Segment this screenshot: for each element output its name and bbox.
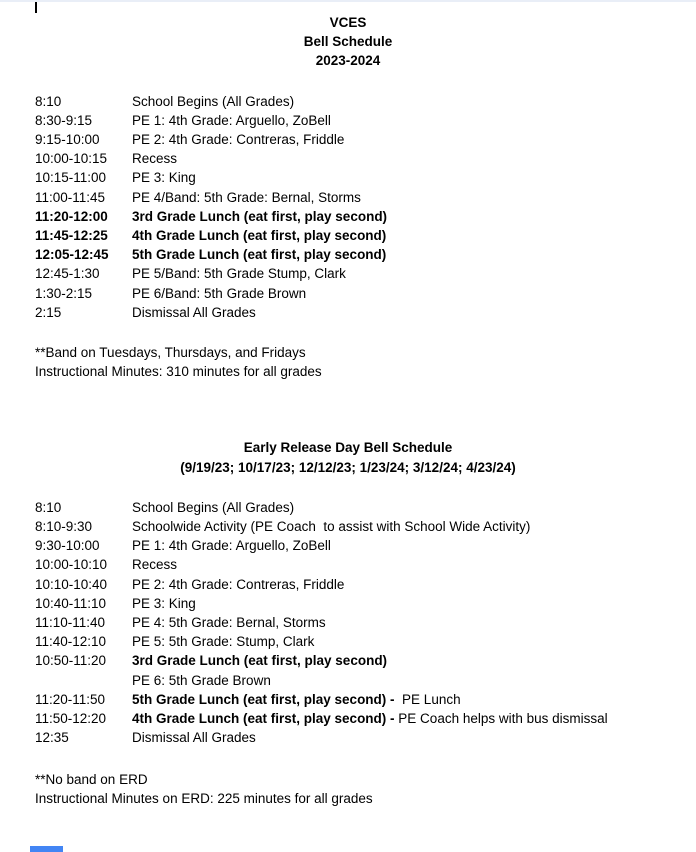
erd-schedule-section [0, 498, 696, 808]
row-time: 8:10-9:30 [35, 519, 93, 535]
schedule-row [35, 245, 696, 264]
schedule-row [35, 498, 696, 517]
text-line: VCES [329, 15, 367, 30]
text-line: Instructional Minutes on ERD: 225 minutes for all grades [35, 790, 373, 806]
row-time: 8:10 [35, 93, 62, 109]
text-line: Instructional Minutes: 310 minutes for all grades [35, 364, 322, 380]
row-activity: 5th Grade Lunch (eat first, play second) - [132, 691, 399, 707]
row-activity-suffix: PE Lunch [398, 691, 461, 707]
schedule-row [35, 632, 696, 651]
row-time: 10:10-10:40 [35, 576, 108, 592]
row-activity: Dismissal All Grades [132, 730, 256, 746]
row-time: 2:15 [35, 304, 62, 320]
schedule-row [35, 575, 696, 594]
row-activity: 4th Grade Lunch (eat first, play second) [132, 228, 387, 244]
schedule-row [35, 264, 696, 283]
document-title [0, 13, 696, 71]
bottom-blue-bar-artifact [30, 846, 63, 852]
row-time: 9:15-10:00 [35, 132, 100, 148]
row-activity: PE 1: 4th Grade: Arguello, ZoBell [132, 538, 331, 554]
row-time: 11:20-12:00 [35, 208, 108, 224]
row-time: 11:40-12:10 [35, 634, 107, 650]
schedule-row [35, 303, 696, 322]
row-activity: PE 3: King [132, 595, 196, 611]
schedule-row [35, 613, 696, 632]
row-time: 10:50-11:20 [35, 653, 107, 669]
row-time: 12:35 [35, 730, 69, 746]
row-time: 11:20-11:50 [35, 691, 106, 707]
schedule-row [35, 111, 696, 130]
row-activity: Recess [132, 151, 178, 167]
schedule-row [35, 92, 696, 111]
schedule-row [35, 130, 696, 149]
schedule-row [35, 149, 696, 168]
schedule-row [35, 709, 696, 728]
row-time: 11:10-11:40 [35, 615, 106, 631]
schedule-row [35, 536, 696, 555]
row-activity: Schoolwide Activity (PE Coach to assist with School Wide Activity) [132, 519, 531, 535]
text-line: **No band on ERD [35, 771, 148, 787]
schedule-row [35, 168, 696, 187]
schedule-row [35, 188, 696, 207]
text-line: **Band on Tuesdays, Thursdays, and Fridays [35, 345, 306, 361]
row-time: 11:00-11:45 [35, 189, 106, 205]
row-activity: PE 6/Band: 5th Grade Brown [132, 285, 307, 301]
schedule-row [35, 651, 696, 670]
row-time: 10:40-11:10 [35, 595, 107, 611]
text-line: (9/19/23; 10/17/23; 12/12/23; 1/23/24; 3/12/24; 4/23/24) [180, 459, 516, 475]
row-activity: School Begins (All Grades) [132, 499, 295, 515]
row-time: 10:00-10:10 [35, 557, 108, 573]
row-activity: 5th Grade Lunch (eat first, play second) [132, 247, 387, 263]
row-time: 12:05-12:45 [35, 247, 109, 263]
text-line: 2023-2024 [315, 53, 381, 69]
row-activity: Dismissal All Grades [132, 304, 256, 320]
row-activity: Recess [132, 557, 178, 573]
row-time: 10:15-11:00 [35, 170, 107, 186]
schedule-row [35, 671, 696, 690]
row-time [35, 671, 132, 690]
schedule-row [35, 226, 696, 245]
row-activity: PE 4/Band: 5th Grade: Bernal, Storms [132, 189, 361, 205]
regular-schedule-rows [35, 92, 696, 322]
row-time: 8:30-9:15 [35, 112, 93, 128]
row-activity: PE 3: King [132, 170, 196, 186]
schedule-row [35, 690, 696, 709]
row-activity: 3rd Grade Lunch (eat first, play second) [132, 653, 388, 669]
row-activity-suffix: PE Coach helps with bus dismissal [398, 711, 608, 727]
row-time: 1:30-2:15 [35, 285, 93, 301]
row-time: 10:00-10:15 [35, 151, 108, 167]
regular-schedule-section [0, 92, 696, 382]
row-activity: PE 2: 4th Grade: Contreras, Friddle [132, 576, 345, 592]
row-time: 8:10 [35, 499, 62, 515]
schedule-row [35, 555, 696, 574]
page-top-edge-line [0, 0, 696, 2]
erd-schedule-rows [35, 498, 696, 748]
text-cursor-caret [35, 2, 37, 13]
row-time: 9:30-10:00 [35, 538, 100, 554]
text-line: Bell Schedule [303, 34, 393, 50]
regular-schedule-notes [35, 343, 696, 381]
schedule-row [35, 728, 696, 747]
schedule-row [35, 594, 696, 613]
row-time: 12:45-1:30 [35, 266, 100, 282]
erd-schedule-heading [0, 438, 696, 476]
text-line: Early Release Day Bell Schedule [243, 440, 453, 456]
row-time: 11:45-12:25 [35, 228, 108, 244]
schedule-row [35, 284, 696, 303]
row-time: 11:50-12:20 [35, 711, 107, 727]
row-activity: PE 6: 5th Grade Brown [132, 672, 271, 688]
row-activity: PE 4: 5th Grade: Bernal, Storms [132, 615, 326, 631]
row-activity: PE 1: 4th Grade: Arguello, ZoBell [132, 112, 331, 128]
row-activity: 4th Grade Lunch (eat first, play second) - [132, 711, 399, 727]
row-activity: PE 2: 4th Grade: Contreras, Friddle [132, 132, 345, 148]
row-activity: 3rd Grade Lunch (eat first, play second) [132, 208, 388, 224]
erd-schedule-notes [35, 770, 696, 808]
schedule-row [35, 517, 696, 536]
row-activity: PE 5: 5th Grade: Stump, Clark [132, 634, 315, 650]
row-activity: PE 5/Band: 5th Grade Stump, Clark [132, 266, 346, 282]
row-activity: School Begins (All Grades) [132, 93, 295, 109]
schedule-row [35, 207, 696, 226]
